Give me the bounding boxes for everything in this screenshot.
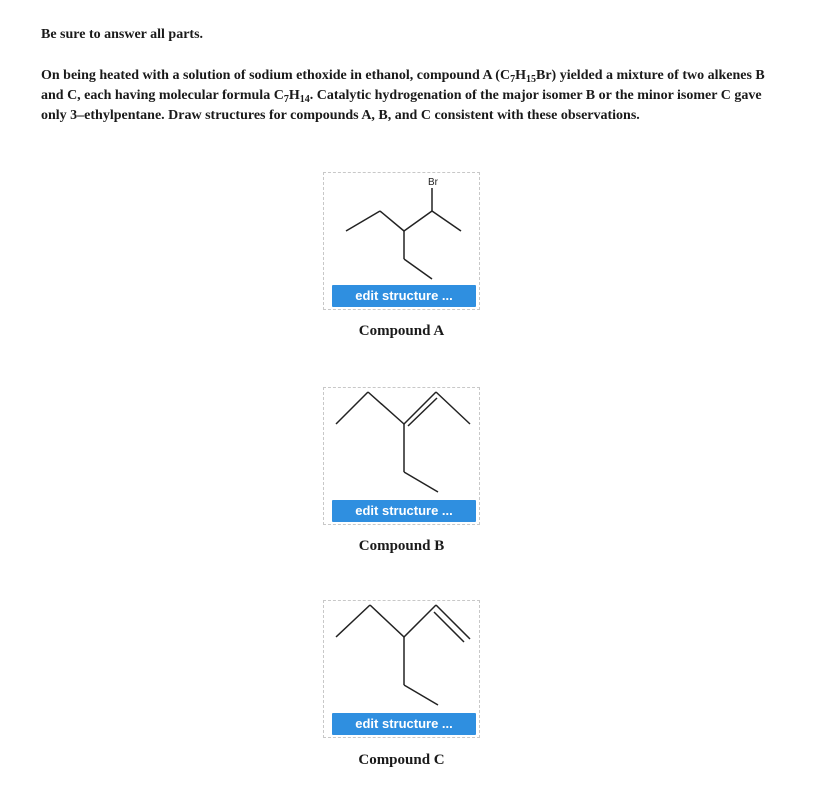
- double-bond-second-line: [408, 398, 437, 426]
- bond: [404, 211, 432, 231]
- bond: [346, 211, 380, 231]
- instructions: Be sure to answer all parts.: [41, 27, 204, 42]
- structure-panel-b[interactable]: [323, 387, 480, 525]
- edit-structure-button-a[interactable]: edit structure ...: [332, 285, 476, 307]
- bond: [436, 392, 470, 424]
- bond: [404, 472, 438, 492]
- bond: [404, 605, 436, 637]
- compound-a-label: Compound A: [358, 323, 445, 339]
- double-bond: [404, 392, 436, 424]
- structure-panel-c[interactable]: [323, 600, 480, 738]
- double-bond-second-line: [434, 612, 464, 642]
- question-text: On being heated with a solution of sodium ethoxide in ethanol, compound A $(C_7H_{15}Br)$ yielded a mixture of two alkenes B and C, each having molecular formula $C_7H_{14}$. Catalytic hydrogenation of the major isomer B or the minor isomer C gave only 3–ethylpentane. Draw structures for compounds A, B, and C consistent with these observations.: [41, 68, 765, 123]
- compound-c-label: Compound C: [358, 752, 445, 768]
- bond: [370, 605, 404, 637]
- bond: [432, 211, 461, 231]
- bond: [368, 392, 404, 424]
- edit-structure-button-c[interactable]: edit structure ...: [332, 713, 476, 735]
- edit-structure-button-b[interactable]: edit structure ...: [332, 500, 476, 522]
- compound-b-label: Compound B: [358, 538, 445, 554]
- bond: [336, 605, 370, 637]
- double-bond: [436, 605, 470, 639]
- structure-panel-a[interactable]: [323, 172, 480, 310]
- bond: [380, 211, 404, 231]
- bond: [404, 259, 432, 279]
- bond: [336, 392, 368, 424]
- bromine-atom-label: Br: [428, 177, 438, 188]
- bond: [404, 685, 438, 705]
